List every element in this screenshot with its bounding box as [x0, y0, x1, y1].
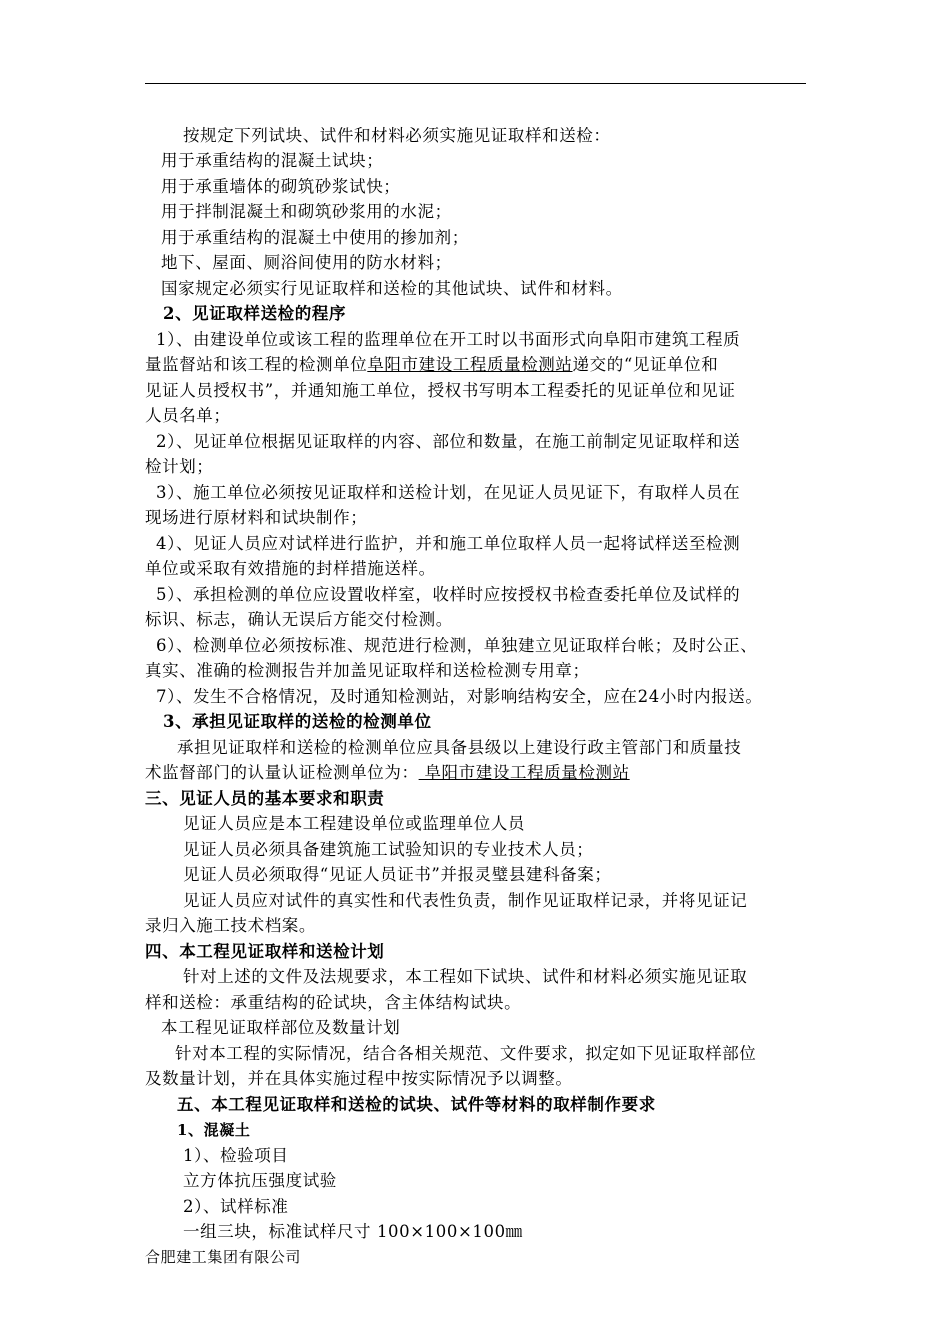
procedure-line: 4）、见证人员应对试样进行监护，并和施工单位取样人员一起将试样送至检测: [156, 534, 741, 553]
body-line: 见证人员必须取得“见证人员证书”并报灵璧县建科备案；: [183, 865, 612, 884]
intro-item: 用于承重结构的混凝土试块；: [161, 151, 384, 170]
body-line: 及数量计划，并在具体实施过程中按实际情况予以调整。: [145, 1069, 573, 1088]
procedure-line: 6）、检测单位必须按标准、规范进行检测，单独建立见证取样台帐；及时公正、: [156, 636, 758, 655]
procedure-line: 3）、施工单位必须按见证取样和送检计划，在见证人员见证下，有取样人员在: [156, 483, 741, 502]
intro-item: 用于承重结构的混凝土中使用的掺加剂；: [161, 228, 469, 247]
body-line: 见证人员应是本工程建设单位或监理单位人员: [183, 814, 525, 833]
body-line: 1）、检验项目: [183, 1146, 289, 1165]
procedure-line: 7）、发生不合格情况，及时通知检测站，对影响结构安全，应在24小时内报送。: [156, 687, 763, 706]
testing-station-link: 阜阳市建设工程质量检测站: [367, 355, 573, 374]
body-line: 见证人员必须具备建筑施工试验知识的专业技术人员；: [183, 840, 594, 859]
subsection-heading: 1、混凝土: [177, 1121, 251, 1139]
intro-item: 用于拌制混凝土和砌筑砂浆用的水泥；: [161, 202, 452, 221]
section-heading: 2、见证取样送检的程序: [163, 304, 347, 323]
intro-item: 地下、屋面、厕浴间使用的防水材料；: [161, 253, 452, 272]
chapter-heading: 五、本工程见证取样和送检的试块、试件等材料的取样制作要求: [177, 1095, 656, 1114]
procedure-line: 量监督站和该工程的检测单位阜阳市建设工程质量检测站递交的“见证单位和: [145, 355, 719, 374]
body-line: 2）、试样标准: [183, 1197, 289, 1216]
procedure-line: 2）、见证单位根据见证取样的内容、部位和数量，在施工前制定见证取样和送: [156, 432, 741, 451]
body-line: 见证人员应对试件的真实性和代表性负责，制作见证取样记录，并将见证记: [183, 891, 748, 910]
chapter-heading: 三、见证人员的基本要求和职责: [145, 789, 385, 808]
procedure-line: 真实、准确的检测报告并加盖见证取样和送检检测专用章；: [145, 661, 590, 680]
intro-item: 用于承重墙体的砌筑砂浆试快；: [161, 177, 401, 196]
page-footer: 合肥建工集团有限公司: [145, 1248, 302, 1266]
procedure-line: 见证人员授权书”，并通知施工单位，授权书写明本工程委托的见证单位和见证: [145, 381, 736, 400]
body-line: 录归入施工技术档案。: [145, 916, 316, 935]
body-line: 本工程见证取样部位及数量计划: [161, 1018, 401, 1037]
body-line: 承担见证取样和送检的检测单位应具备县级以上建设行政主管部门和质量技: [177, 738, 742, 757]
body-line: 样和送检：承重结构的砼试块，含主体结构试块。: [145, 993, 522, 1012]
procedure-line: 检计划；: [145, 457, 214, 476]
body-line: 术监督部门的认量认证检测单位为： 阜阳市建设工程质量检测站: [145, 763, 630, 782]
procedure-line: 单位或采取有效措施的封样措施送样。: [145, 559, 436, 578]
intro-item: 国家规定必须实行见证取样和送检的其他试块、试件和材料。: [161, 279, 623, 298]
procedure-line: 1）、由建设单位或该工程的监理单位在开工时以书面形式向阜阳市建筑工程质: [156, 330, 741, 349]
header-rule: [145, 83, 806, 84]
procedure-line: 5）、承担检测的单位应设置收样室，收样时应按授权书检查委托单位及试样的: [156, 585, 741, 604]
body-line: 一组三块，标准试样尺寸 100×100×100㎜: [183, 1222, 523, 1241]
procedure-line: 标识、标志，确认无误后方能交付检测。: [145, 610, 453, 629]
procedure-line: 人员名单；: [145, 406, 231, 425]
body-line: 针对本工程的实际情况，结合各相关规范、文件要求，拟定如下见证取样部位: [175, 1044, 757, 1063]
body-line: 立方体抗压强度试验: [183, 1171, 337, 1190]
testing-station-link: 阜阳市建设工程质量检测站: [418, 763, 630, 782]
intro-line: 按规定下列试块、试件和材料必须实施见证取样和送检：: [183, 126, 611, 145]
chapter-heading: 四、本工程见证取样和送检计划: [145, 942, 385, 961]
procedure-line: 现场进行原材料和试块制作；: [145, 508, 368, 527]
body-line: 针对上述的文件及法规要求，本工程如下试块、试件和材料必须实施见证取: [183, 967, 748, 986]
section-heading: 3、承担见证取样的送检的检测单位: [163, 712, 432, 731]
